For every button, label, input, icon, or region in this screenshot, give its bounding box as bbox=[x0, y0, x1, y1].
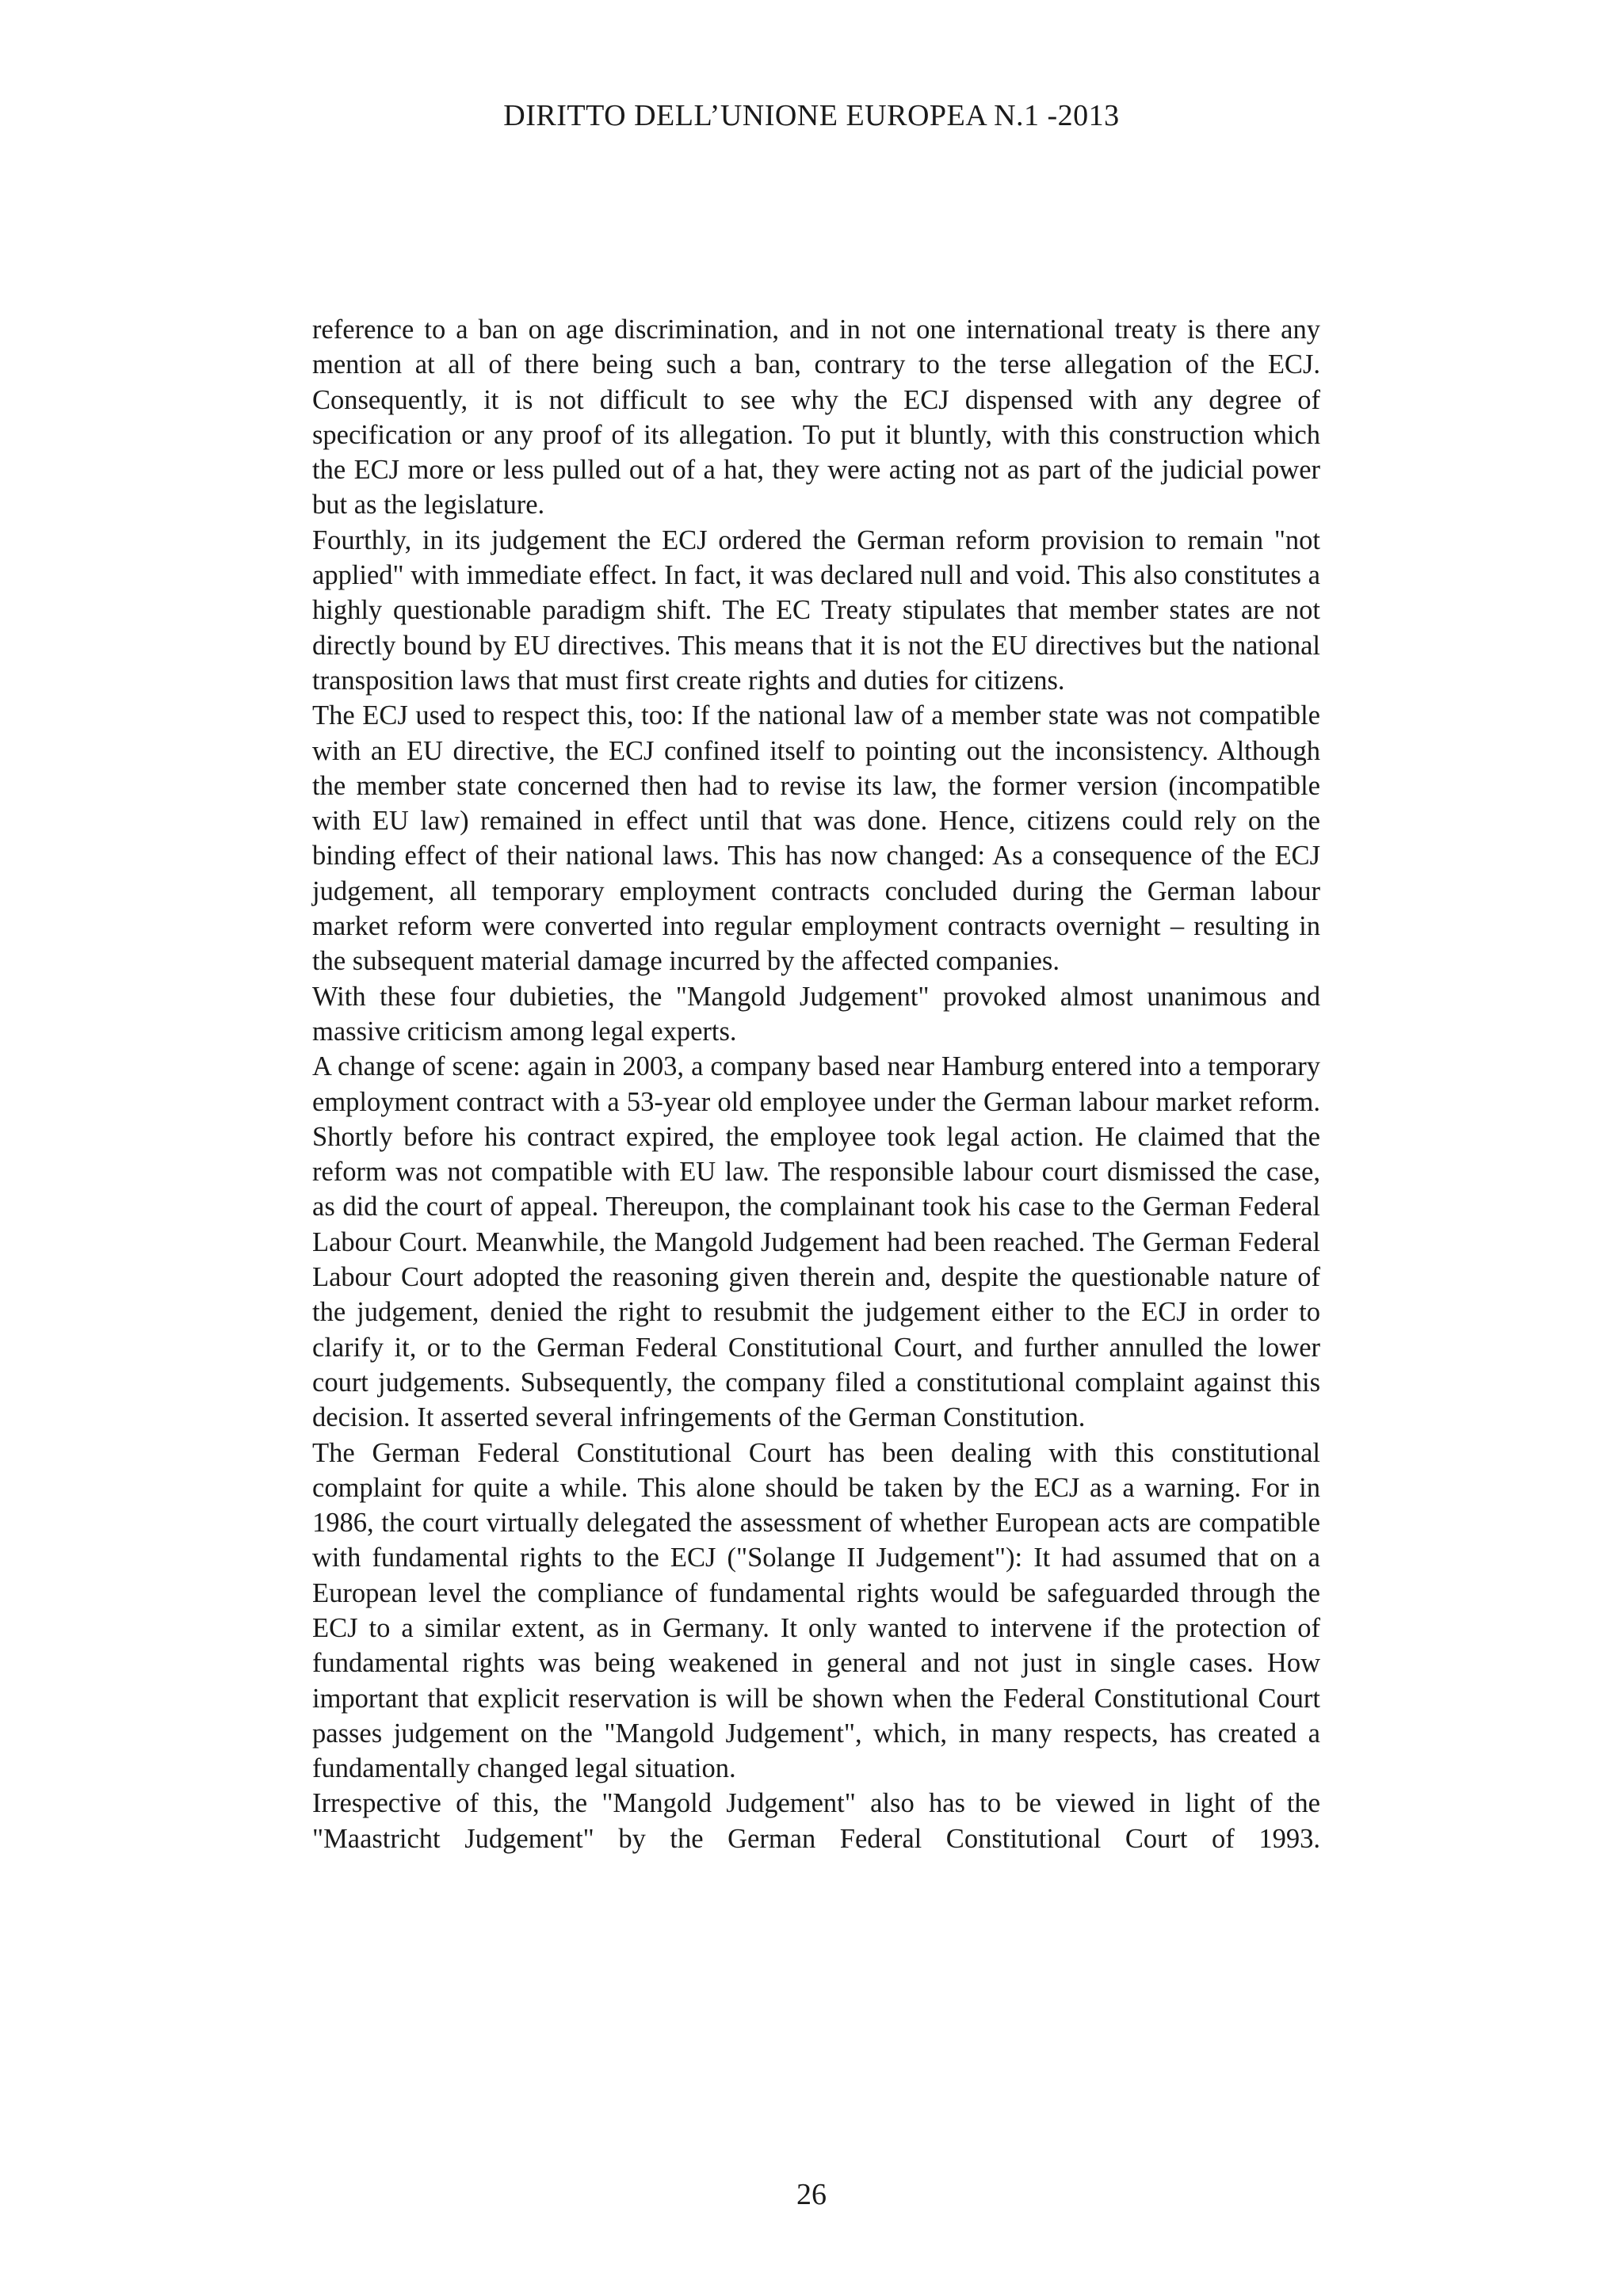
running-title: DIRITTO DELL’UNIONE EUROPEA N.1 -2013 bbox=[503, 99, 1120, 132]
paragraph-last: Irrespective of this, the "Mangold Judgement" also has to be viewed in light of the "Maastricht Judgement" by the German Federal Constitutional Court of 1993. bbox=[312, 1788, 1320, 1854]
paragraph: The ECJ used to respect this, too: If the national law of a member state was not compatible with an EU directive, the ECJ confined itself to pointing out the inconsistency. Although the member state concerned then had to revise its law, the former version (incompatible with EU law) remained in effect until that was done. Hence, citizens could rely on the binding effect of their national laws. This has now changed: As a consequence of the ECJ judgement, all temporary employment contracts concluded during the German labour market reform were converted into regular employment contracts overnight – resulting in the subsequent material damage incurred by the affected companies. bbox=[312, 700, 1320, 977]
running-header bbox=[0, 97, 1623, 135]
paragraph: A change of scene: again in 2003, a company based near Hamburg entered into a temporary employment contract with a 53-year old employee under the German labour market reform. Shortly before his contract expired, the employee took legal action. He claimed that the reform was not compatible with EU law. The responsible labour court dismissed the case, as did the court of appeal. Thereupon, the complainant took his case to the German Federal Labour Court. Meanwhile, the Mangold Judgement had been reached. The German Federal Labour Court adopted the reasoning given therein and, despite the questionable nature of the judgement, denied the right to resubmit the judgement either to the ECJ in order to clarify it, or to the German Federal Constitutional Court, and further annulled the lower court judgements. Subsequently, the company filed a constitutional complaint against this decision. It asserted several infringements of the German Constitution. bbox=[312, 1051, 1320, 1433]
body-text bbox=[312, 312, 1320, 1856]
paragraph: With these four dubieties, the "Mangold Judgement" provoked almost unanimous and massive criticism among legal experts. bbox=[312, 981, 1320, 1047]
paragraph: The German Federal Constitutional Court has been dealing with this constitutional complaint for quite a while. This alone should be taken by the ECJ as a warning. For in 1986, the court virtually delegated the assessment of whether European acts are compatible with fundamental rights to the ECJ ("Solange II Judgement"): It had assumed that on a European level the compliance of fundamental rights would be safeguarded through the ECJ to a similar extent, as in Germany. It only wanted to intervene if the protection of fundamental rights was being weakened in general and not just in single cases. How important that explicit reservation is will be shown when the Federal Constitutional Court passes judgement on the "Mangold Judgement", which, in many respects, has created a fundamentally changed legal situation. bbox=[312, 1437, 1320, 1784]
page-number: 26 bbox=[796, 2178, 827, 2211]
paragraph: reference to a ban on age discrimination, and in not one international treaty is there any mention at all of there being such a ban, contrary to the terse allegation of the ECJ. Consequently, it is not difficult to see why the ECJ dispensed with any degree of specification or any proof of its allegation. To put it bluntly, with this construction which the ECJ more or less pulled out of a hat, they were acting not as part of the judicial power but as the legislature. bbox=[312, 315, 1320, 521]
paragraph: Fourthly, in its judgement the ECJ ordered the German reform provision to remain "not applied" with immediate effect. In fact, it was declared null and void. This also constitutes a highly questionable paradigm shift. The EC Treaty stipulates that member states are not directly bound by EU directives. This means that it is not the EU directives but the national transposition laws that must first create rights and duties for citizens. bbox=[312, 524, 1320, 696]
